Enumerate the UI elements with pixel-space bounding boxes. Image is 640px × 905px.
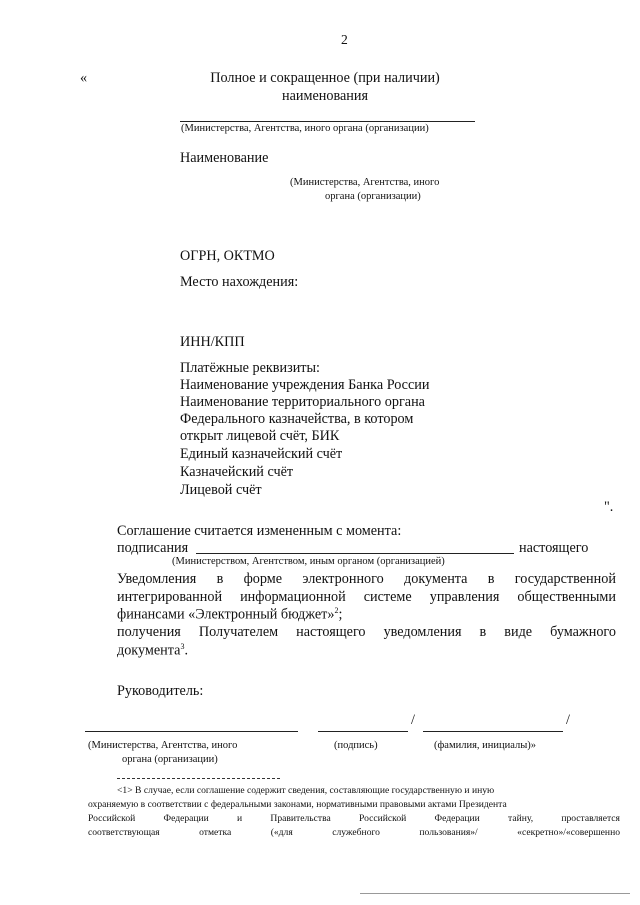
page-number: 2 — [341, 32, 348, 47]
footnote-word: Правительства — [270, 813, 331, 824]
notice-line3-text: финансами «Электронный бюджет» — [117, 606, 335, 623]
footnote-word: («для — [270, 827, 293, 838]
notice-word: форме — [243, 571, 283, 587]
payment-line: открыт лицевой счёт, БИК — [180, 428, 340, 444]
receipt-word: в — [479, 624, 487, 640]
receipt-line2-end: . — [184, 642, 188, 659]
notice-line3 — [117, 606, 342, 624]
payment-line: Лицевой счёт — [180, 482, 262, 498]
signature-sign-line — [318, 731, 408, 732]
notice-word: Уведомления — [117, 571, 197, 587]
header-title-line1: Полное и сокращенное (при наличии) — [210, 70, 440, 86]
footnote-word: отметка — [199, 827, 232, 838]
footnote-line2: охраняемую в соответствии с федеральными законами, нормативными правовыми актами Президента — [88, 799, 507, 810]
signature-slash-2: / — [566, 712, 570, 728]
notice-word: общественными — [517, 589, 616, 605]
footnote-word: Российской — [88, 813, 136, 824]
location-label: Место нахождения: — [180, 274, 299, 290]
payment-line: Единый казначейский счёт — [180, 446, 343, 462]
name-label: Наименование — [180, 150, 269, 166]
footnote-line4 — [88, 827, 620, 838]
receipt-line1 — [117, 624, 616, 641]
notice-word: информационной — [240, 589, 346, 605]
footnote-word: Федерации — [163, 813, 209, 824]
signing-word: подписания — [117, 540, 189, 556]
payment-line: Наименование учреждения Банка России — [180, 377, 430, 393]
scan-artifact-line — [360, 893, 630, 894]
receipt-word: виде — [504, 624, 533, 640]
signing-blank — [196, 553, 514, 554]
footnote-word: «секретно»/«совершенно — [517, 827, 620, 838]
notice-line1 — [117, 571, 616, 588]
agreement-line1: Соглашение считается измененным с момента: — [117, 523, 402, 539]
receipt-word: уведомления — [383, 624, 462, 640]
footnote-word: Федерации — [434, 813, 480, 824]
footnote-word: служебного — [332, 827, 380, 838]
signature-org-line — [85, 731, 298, 732]
signature-caption-org-line2: органа (организации) — [122, 754, 218, 765]
close-quote: ". — [604, 499, 614, 515]
header-title-line2: наименования — [282, 88, 368, 104]
head-label: Руководитель: — [117, 683, 204, 699]
footnote-word: пользования»/ — [419, 827, 478, 838]
notice-word: интегрированной — [117, 589, 223, 605]
name-caption-line1: (Министерства, Агентства, иного — [290, 177, 440, 188]
signature-caption-name: (фамилия, инициалы)» — [434, 740, 537, 751]
signing-caption: (Министерством, Агентством, иным органом (организацией) — [172, 556, 445, 567]
open-quote: « — [80, 70, 88, 86]
signature-slash-1: / — [411, 712, 415, 728]
notice-word: государственной — [514, 571, 616, 587]
receipt-line2 — [117, 642, 188, 660]
footnote-line1: <1> В случае, если соглашение содержит сведения, составляющие государственную и иную — [117, 785, 495, 796]
notice-word: в — [487, 571, 495, 587]
notice-word: электронного — [302, 571, 384, 587]
footnote-word: Российской — [358, 813, 407, 824]
header-caption: (Министерства, Агентства, иного органа (организации) — [181, 123, 429, 134]
notice-word: системе — [363, 589, 412, 605]
payment-title: Платёжные реквизиты: — [180, 360, 320, 376]
payment-line: Наименование территориального органа — [180, 394, 425, 410]
footnote-ref-2: 2 — [334, 606, 339, 615]
signature-name-line — [423, 731, 563, 732]
receipt-word: бумажного — [550, 624, 616, 640]
receipt-line2-text: документа — [117, 642, 181, 659]
receipt-word: настоящего — [296, 624, 366, 640]
notice-line2 — [117, 589, 616, 606]
signature-caption-sign: (подпись) — [334, 740, 378, 751]
footnote-word: проставляется — [561, 813, 620, 824]
notice-word: управления — [429, 589, 500, 605]
notice-word: в — [216, 571, 224, 587]
footnote-ref-3: 3 — [180, 642, 185, 651]
receipt-word: Получателем — [198, 624, 279, 640]
name-caption-line2: органа (организации) — [325, 191, 421, 202]
footnote-word: соответствующая — [88, 827, 160, 838]
current-word: настоящего — [519, 540, 589, 556]
footnote-word: и — [237, 813, 243, 824]
receipt-word: получения — [117, 624, 181, 640]
header-underline — [180, 121, 475, 122]
payment-line: Казначейский счёт — [180, 464, 294, 480]
footnote-separator — [117, 778, 280, 779]
inn-kpp-label: ИНН/КПП — [180, 334, 245, 350]
notice-word: документа — [404, 571, 468, 587]
ogrn-oktmo-label: ОГРН, ОКТМО — [180, 248, 275, 264]
signature-caption-org-line1: (Министерства, Агентства, иного — [88, 740, 238, 751]
footnote-word: тайну, — [508, 813, 534, 824]
footnote-line3 — [88, 813, 620, 824]
payment-line: Федерального казначейства, в котором — [180, 411, 414, 427]
notice-line3-end: ; — [338, 606, 343, 623]
